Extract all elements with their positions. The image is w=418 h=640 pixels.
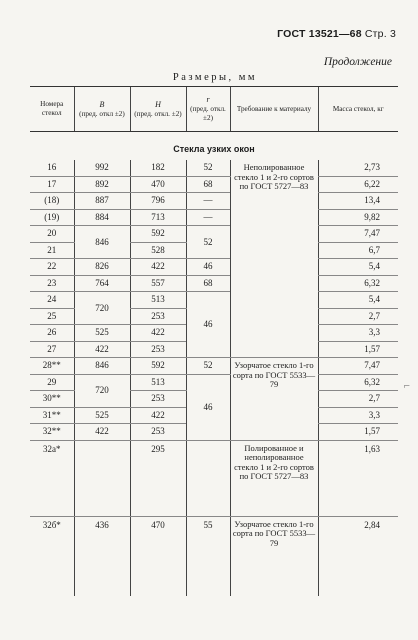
cell-number: 29 — [30, 374, 74, 391]
cell-mass: 9,82 — [318, 209, 398, 226]
cell-r: 68 — [186, 176, 230, 193]
cell-mass: 7,47 — [318, 358, 398, 375]
cell-b: 884 — [74, 209, 130, 226]
dimensions-caption: Размеры, мм — [172, 72, 258, 83]
cell-h: 528 — [130, 242, 186, 259]
cell-mass: 6,32 — [318, 374, 398, 391]
col-mass: Масса стекол, кг — [318, 87, 398, 132]
cell-h: 182 — [130, 160, 186, 176]
section-title: Стекла узких окон — [173, 143, 255, 154]
cell-h: 253 — [130, 341, 186, 358]
cell-r: — — [186, 209, 230, 226]
table-row — [30, 275, 398, 292]
cell-r: 52 — [186, 160, 230, 176]
cell-b — [74, 440, 130, 516]
cell-number: 16 — [30, 160, 74, 176]
cell-number: 31** — [30, 407, 74, 424]
cell-b: 422 — [74, 424, 130, 441]
cell-mass: 5,4 — [318, 292, 398, 309]
cell-b: 525 — [74, 325, 130, 342]
cell-h: 422 — [130, 407, 186, 424]
table-row — [30, 226, 398, 243]
cell-requirement: Неполированное стекло 1 и 2-го сортов по ГОСТ 5727—83 — [230, 160, 318, 358]
cell-mass: 3,3 — [318, 407, 398, 424]
cell-number: 21 — [30, 242, 74, 259]
col-b: B (пред. откл ±2) — [74, 87, 130, 132]
cell-h: 422 — [130, 259, 186, 276]
table-row — [30, 374, 398, 391]
cell-r: — — [186, 193, 230, 210]
cell-h: 796 — [130, 193, 186, 210]
table-row — [30, 160, 398, 176]
cell-r — [186, 440, 230, 516]
cell-mass: 6,7 — [318, 242, 398, 259]
cell-mass: 2,7 — [318, 308, 398, 325]
cell-mass: 1,63 — [318, 440, 398, 516]
cell-b: 764 — [74, 275, 130, 292]
cell-mass: 13,4 — [318, 193, 398, 210]
continued-label: Продолжение — [323, 56, 392, 68]
cell-b: 436 — [74, 516, 130, 596]
cell-requirement: Полированное и неполированное стекло 1 и 2-го сортов по ГОСТ 5727—83 — [230, 440, 318, 516]
cell-h: 253 — [130, 391, 186, 408]
cell-r: 68 — [186, 275, 230, 292]
cell-h: 295 — [130, 440, 186, 516]
cell-h: 592 — [130, 358, 186, 375]
cell-b: 525 — [74, 407, 130, 424]
col-h: H (пред. откл. ±2) — [130, 87, 186, 132]
cell-number: 25 — [30, 308, 74, 325]
cell-mass: 5,4 — [318, 259, 398, 276]
cell-mass: 6,22 — [318, 176, 398, 193]
cell-number: 26 — [30, 325, 74, 342]
cell-requirement: Узорчатое стекло 1-го сорта по ГОСТ 5533—79 — [230, 516, 318, 596]
cell-b: 846 — [74, 358, 130, 375]
cell-number: 20 — [30, 226, 74, 243]
cell-b: 892 — [74, 176, 130, 193]
cell-number: 28** — [30, 358, 74, 375]
table-row — [30, 259, 398, 276]
table-row — [30, 516, 398, 596]
cell-number: 24 — [30, 292, 74, 309]
section-row — [30, 132, 398, 161]
cell-mass: 2,73 — [318, 160, 398, 176]
cell-mass: 6,32 — [318, 275, 398, 292]
cell-h: 513 — [130, 292, 186, 309]
cell-h: 713 — [130, 209, 186, 226]
page-number: Стр. 3 — [364, 28, 396, 40]
cell-h: 470 — [130, 516, 186, 596]
cell-b: 846 — [74, 226, 130, 259]
cell-number: 23 — [30, 275, 74, 292]
cell-h: 513 — [130, 374, 186, 391]
cell-h: 592 — [130, 226, 186, 243]
table-row — [30, 209, 398, 226]
table-row — [30, 292, 398, 309]
cell-h: 470 — [130, 176, 186, 193]
cell-number: 17 — [30, 176, 74, 193]
table-row — [30, 193, 398, 210]
cell-h: 422 — [130, 325, 186, 342]
cell-h: 253 — [130, 308, 186, 325]
cell-b: 422 — [74, 341, 130, 358]
cell-number: 22 — [30, 259, 74, 276]
cell-mass: 2,84 — [318, 516, 398, 596]
cell-number: 32б* — [42, 519, 61, 530]
cell-number: 32а* — [30, 440, 74, 516]
table-row — [30, 440, 398, 516]
cell-mass: 2,7 — [318, 391, 398, 408]
cell-mass: 3,3 — [318, 325, 398, 342]
cell-b: 887 — [74, 193, 130, 210]
cell-number: (19) — [30, 209, 74, 226]
cell-r: 46 — [186, 259, 230, 276]
cell-mass: 1,57 — [318, 424, 398, 441]
table-header-row — [30, 87, 398, 132]
cell-b: 720 — [74, 292, 130, 325]
cell-r: 46 — [186, 292, 230, 358]
cell-number: 30** — [30, 391, 74, 408]
cell-h: 253 — [130, 424, 186, 441]
cell-mass: 1,57 — [318, 341, 398, 358]
glass-dimensions-table — [30, 86, 398, 596]
table-row — [30, 176, 398, 193]
page-header — [277, 28, 396, 40]
cell-requirement: Узорчатое стекло 1-го сорта по ГОСТ 5533—79 — [230, 358, 318, 441]
col-requirement: Требование к материалу — [230, 87, 318, 132]
cell-r: 46 — [186, 374, 230, 440]
cell-b: 826 — [74, 259, 130, 276]
cell-r: 52 — [186, 358, 230, 375]
col-number: Номера стекол — [30, 87, 74, 132]
cell-r: 55 — [186, 516, 230, 596]
margin-mark: ⌐ — [403, 380, 410, 392]
standard-number: ГОСТ 13521—68 — [277, 28, 362, 40]
table-row — [30, 358, 398, 375]
cell-number: 32** — [30, 424, 74, 441]
col-r: r (пред. откл. ±2) — [186, 87, 230, 132]
cell-r: 52 — [186, 226, 230, 259]
cell-b: 992 — [74, 160, 130, 176]
cell-mass: 7,47 — [318, 226, 398, 243]
cell-number: 27 — [30, 341, 74, 358]
cell-h: 557 — [130, 275, 186, 292]
cell-number: (18) — [30, 193, 74, 210]
cell-b: 720 — [74, 374, 130, 407]
